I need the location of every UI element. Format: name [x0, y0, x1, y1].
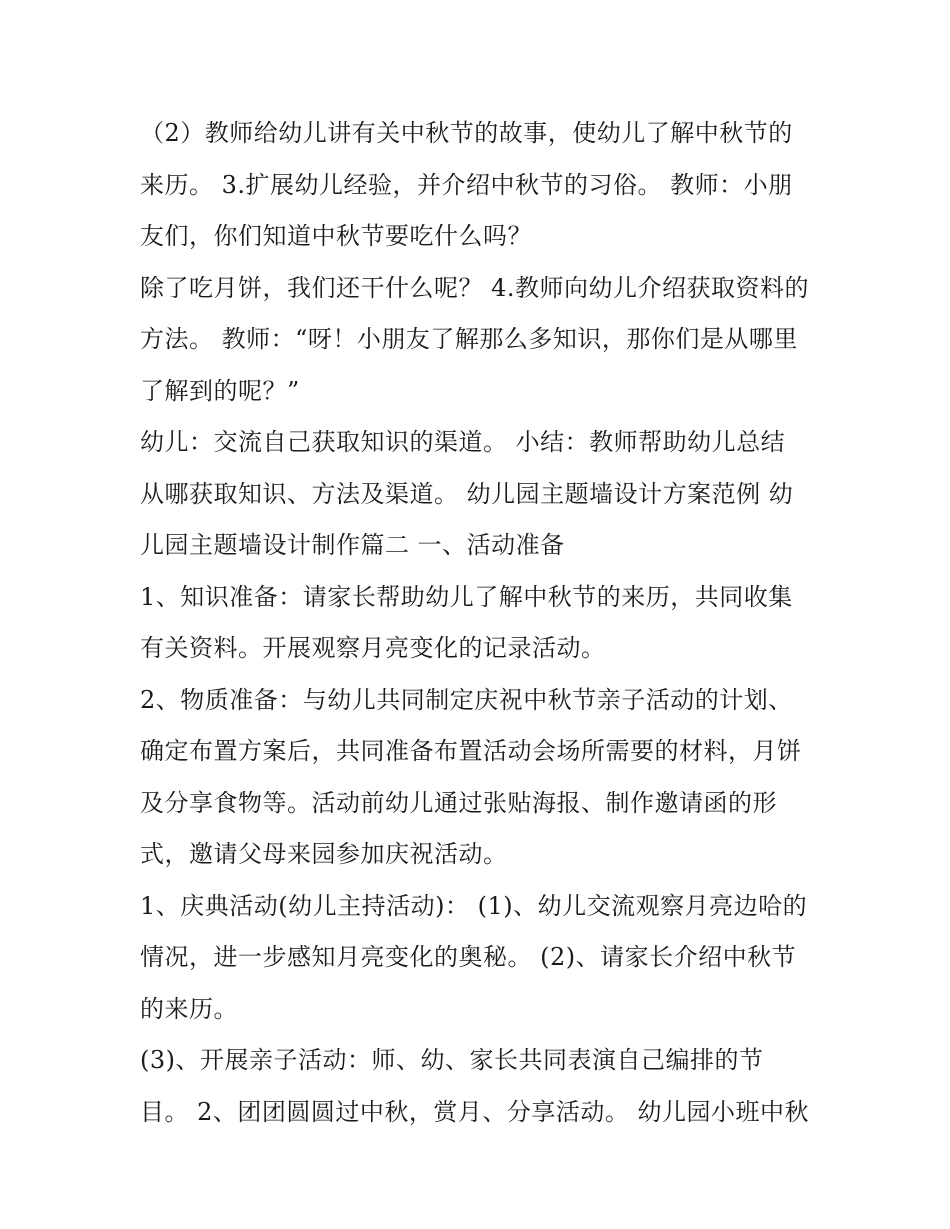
text-line: （2）教师给幼儿讲有关中秋节的故事，使幼儿了解中秋节的: [140, 119, 793, 147]
text-line: 方法。 教师：“呀！小朋友了解那么多知识，那你们是从哪里: [140, 325, 798, 353]
text-line: 2、物质准备：与幼儿共同制定庆祝中秋节亲子活动的计划、: [140, 685, 793, 714]
text-line: 1、庆典活动(幼儿主持活动)： (1)、幼儿交流观察月亮边哈的: [140, 891, 808, 920]
text-line: 目。 2、团团圆圆过中秋，赏月、分享活动。 幼儿园小班中秋: [140, 1097, 810, 1126]
text-line: 从哪获取知识、方法及渠道。 幼儿园主题墙设计方案范例 幼: [140, 479, 794, 508]
text-line: (3)、开展亲子活动：师、幼、家长共同表演自己编排的节: [140, 1046, 764, 1074]
text-line: 1、知识准备：请家长帮助幼儿了解中秋节的来历，共同收集: [140, 582, 793, 611]
text-line: 儿园主题墙设计制作篇二 一、活动准备: [140, 531, 565, 559]
text-line: 有关资料。开展观察月亮变化的记录活动。: [140, 634, 606, 662]
text-line: 及分享食物等。活动前幼儿通过张贴海报、制作邀请函的形: [140, 788, 777, 817]
text-line: 情况，进一步感知月亮变化的奥秘。 (2)、请家长介绍中秋节: [140, 943, 797, 971]
text-line: 来历。 3.扩展幼儿经验，并介绍中秋节的习俗。 教师：小朋: [140, 170, 793, 199]
text-line: 幼儿：交流自己获取知识的渠道。 小结：教师帮助幼儿总结: [140, 428, 786, 456]
text-line: 确定布置方案后，共同准备布置活动会场所需要的材料，月饼: [140, 737, 802, 765]
text-line: 了解到的呢？”: [140, 376, 300, 405]
document-body: [140, 108, 830, 1138]
text-line: 友们，你们知道中秋节要吃什么吗？: [140, 222, 532, 250]
text-line: 除了吃月饼，我们还干什么呢？ 4.教师向幼儿介绍获取资料的: [140, 273, 810, 302]
text-line: 式，邀请父母来园参加庆祝活动。: [140, 840, 508, 868]
text-line: 的来历。: [140, 994, 238, 1023]
